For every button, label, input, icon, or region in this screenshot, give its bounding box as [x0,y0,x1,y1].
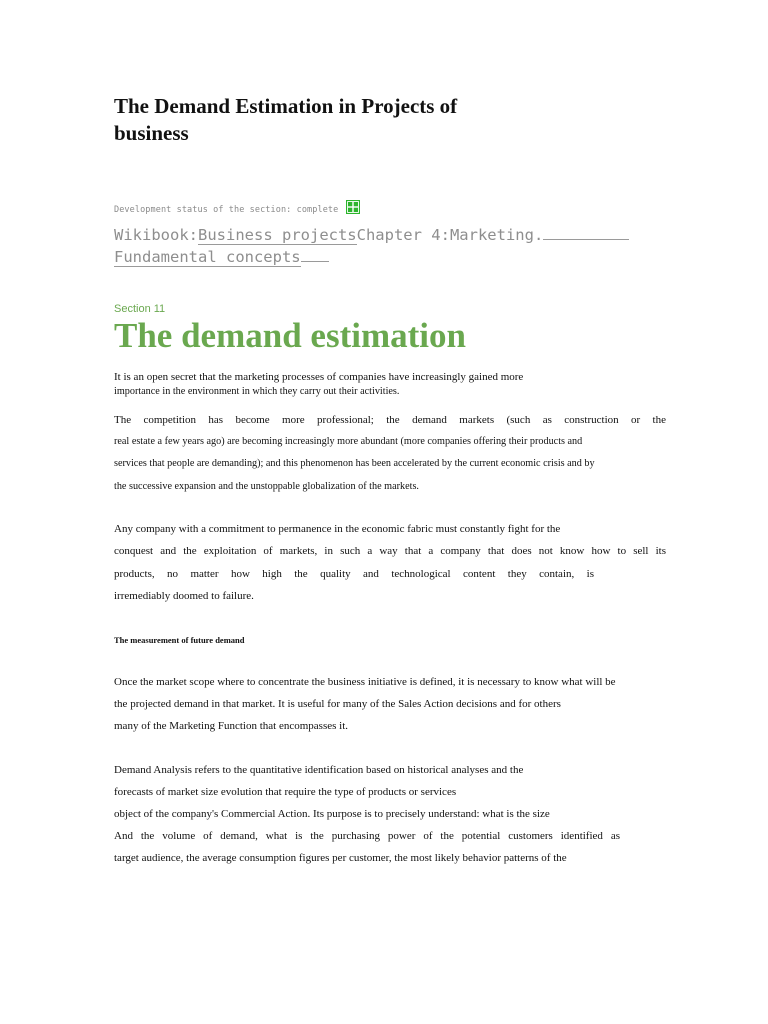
wikibook-breadcrumb [114,226,629,244]
link-underline [301,260,329,262]
business-projects-link[interactable]: Business projects [198,226,357,244]
paragraph-5-line: object of the company's Commercial Action. Its purpose is to precisely understand: what is the size [114,808,550,820]
fundamental-concepts-link[interactable]: Fundamental concepts [114,248,301,266]
paragraph-2-line: The competition has become more professional; the demand markets (such as construction or the [114,414,666,426]
paragraph-3-line: Any company with a commitment to permanence in the economic fabric must constantly fight for the [114,523,561,535]
paragraph-2-line: services that people are demanding); and this phenomenon has been accelerated by the current economic crisis and by [114,458,595,469]
paragraph-3-line: irremediably doomed to failure. [114,590,254,602]
paragraph-5-line: Demand Analysis refers to the quantitative identification based on historical analyses and the [114,764,524,776]
paragraph-4-line: many of the Marketing Function that encompasses it. [114,720,349,732]
paragraph-3-line: products, no matter how high the quality and technological content they contain, is [114,568,594,580]
paragraph-1-line: It is an open secret that the marketing processes of companies have increasingly gained more [114,371,524,383]
section-heading: The demand estimation [114,316,466,355]
status-text: Development status of the section: complete [114,205,339,215]
paragraph-5-line: target audience, the average consumption figures per customer, the most likely behavior patterns of the [114,852,567,864]
development-status [114,200,360,220]
document-title: The Demand Estimation in Projects of business [114,94,458,145]
wikibook-breadcrumb-continued [114,248,329,266]
paragraph-2-line: the successive expansion and the unstoppable globalization of the markets. [114,481,419,492]
chapter-link[interactable]: Chapter 4:Marketing. [356,226,544,244]
paragraph-3-line: conquest and the exploitation of markets, in such a way that a company that does not know how to sell its [114,545,666,557]
paragraph-2-line: real estate a few years ago) are becoming increasingly more abundant (more companies offering their products and [114,436,583,447]
paragraph-1-line: importance in the environment in which they carry out their activities. [114,386,400,397]
paragraph-5-line: And the volume of demand, what is the purchasing power of the potential customers identified as [114,830,620,842]
grid-square-icon [346,200,360,214]
paragraph-4-line: the projected demand in that market. It is useful for many of the Sales Action decisions and for others [114,698,561,710]
subsection-heading: The measurement of future demand [114,635,245,645]
section-label: Section 11 [114,303,166,315]
link-underline [543,238,629,240]
paragraph-5-line: forecasts of market size evolution that require the type of products or services [114,786,457,798]
paragraph-4-line: Once the market scope where to concentrate the business initiative is defined, it is necessary to know what will be [114,676,616,688]
wikibook-prefix: Wikibook: [114,226,198,244]
